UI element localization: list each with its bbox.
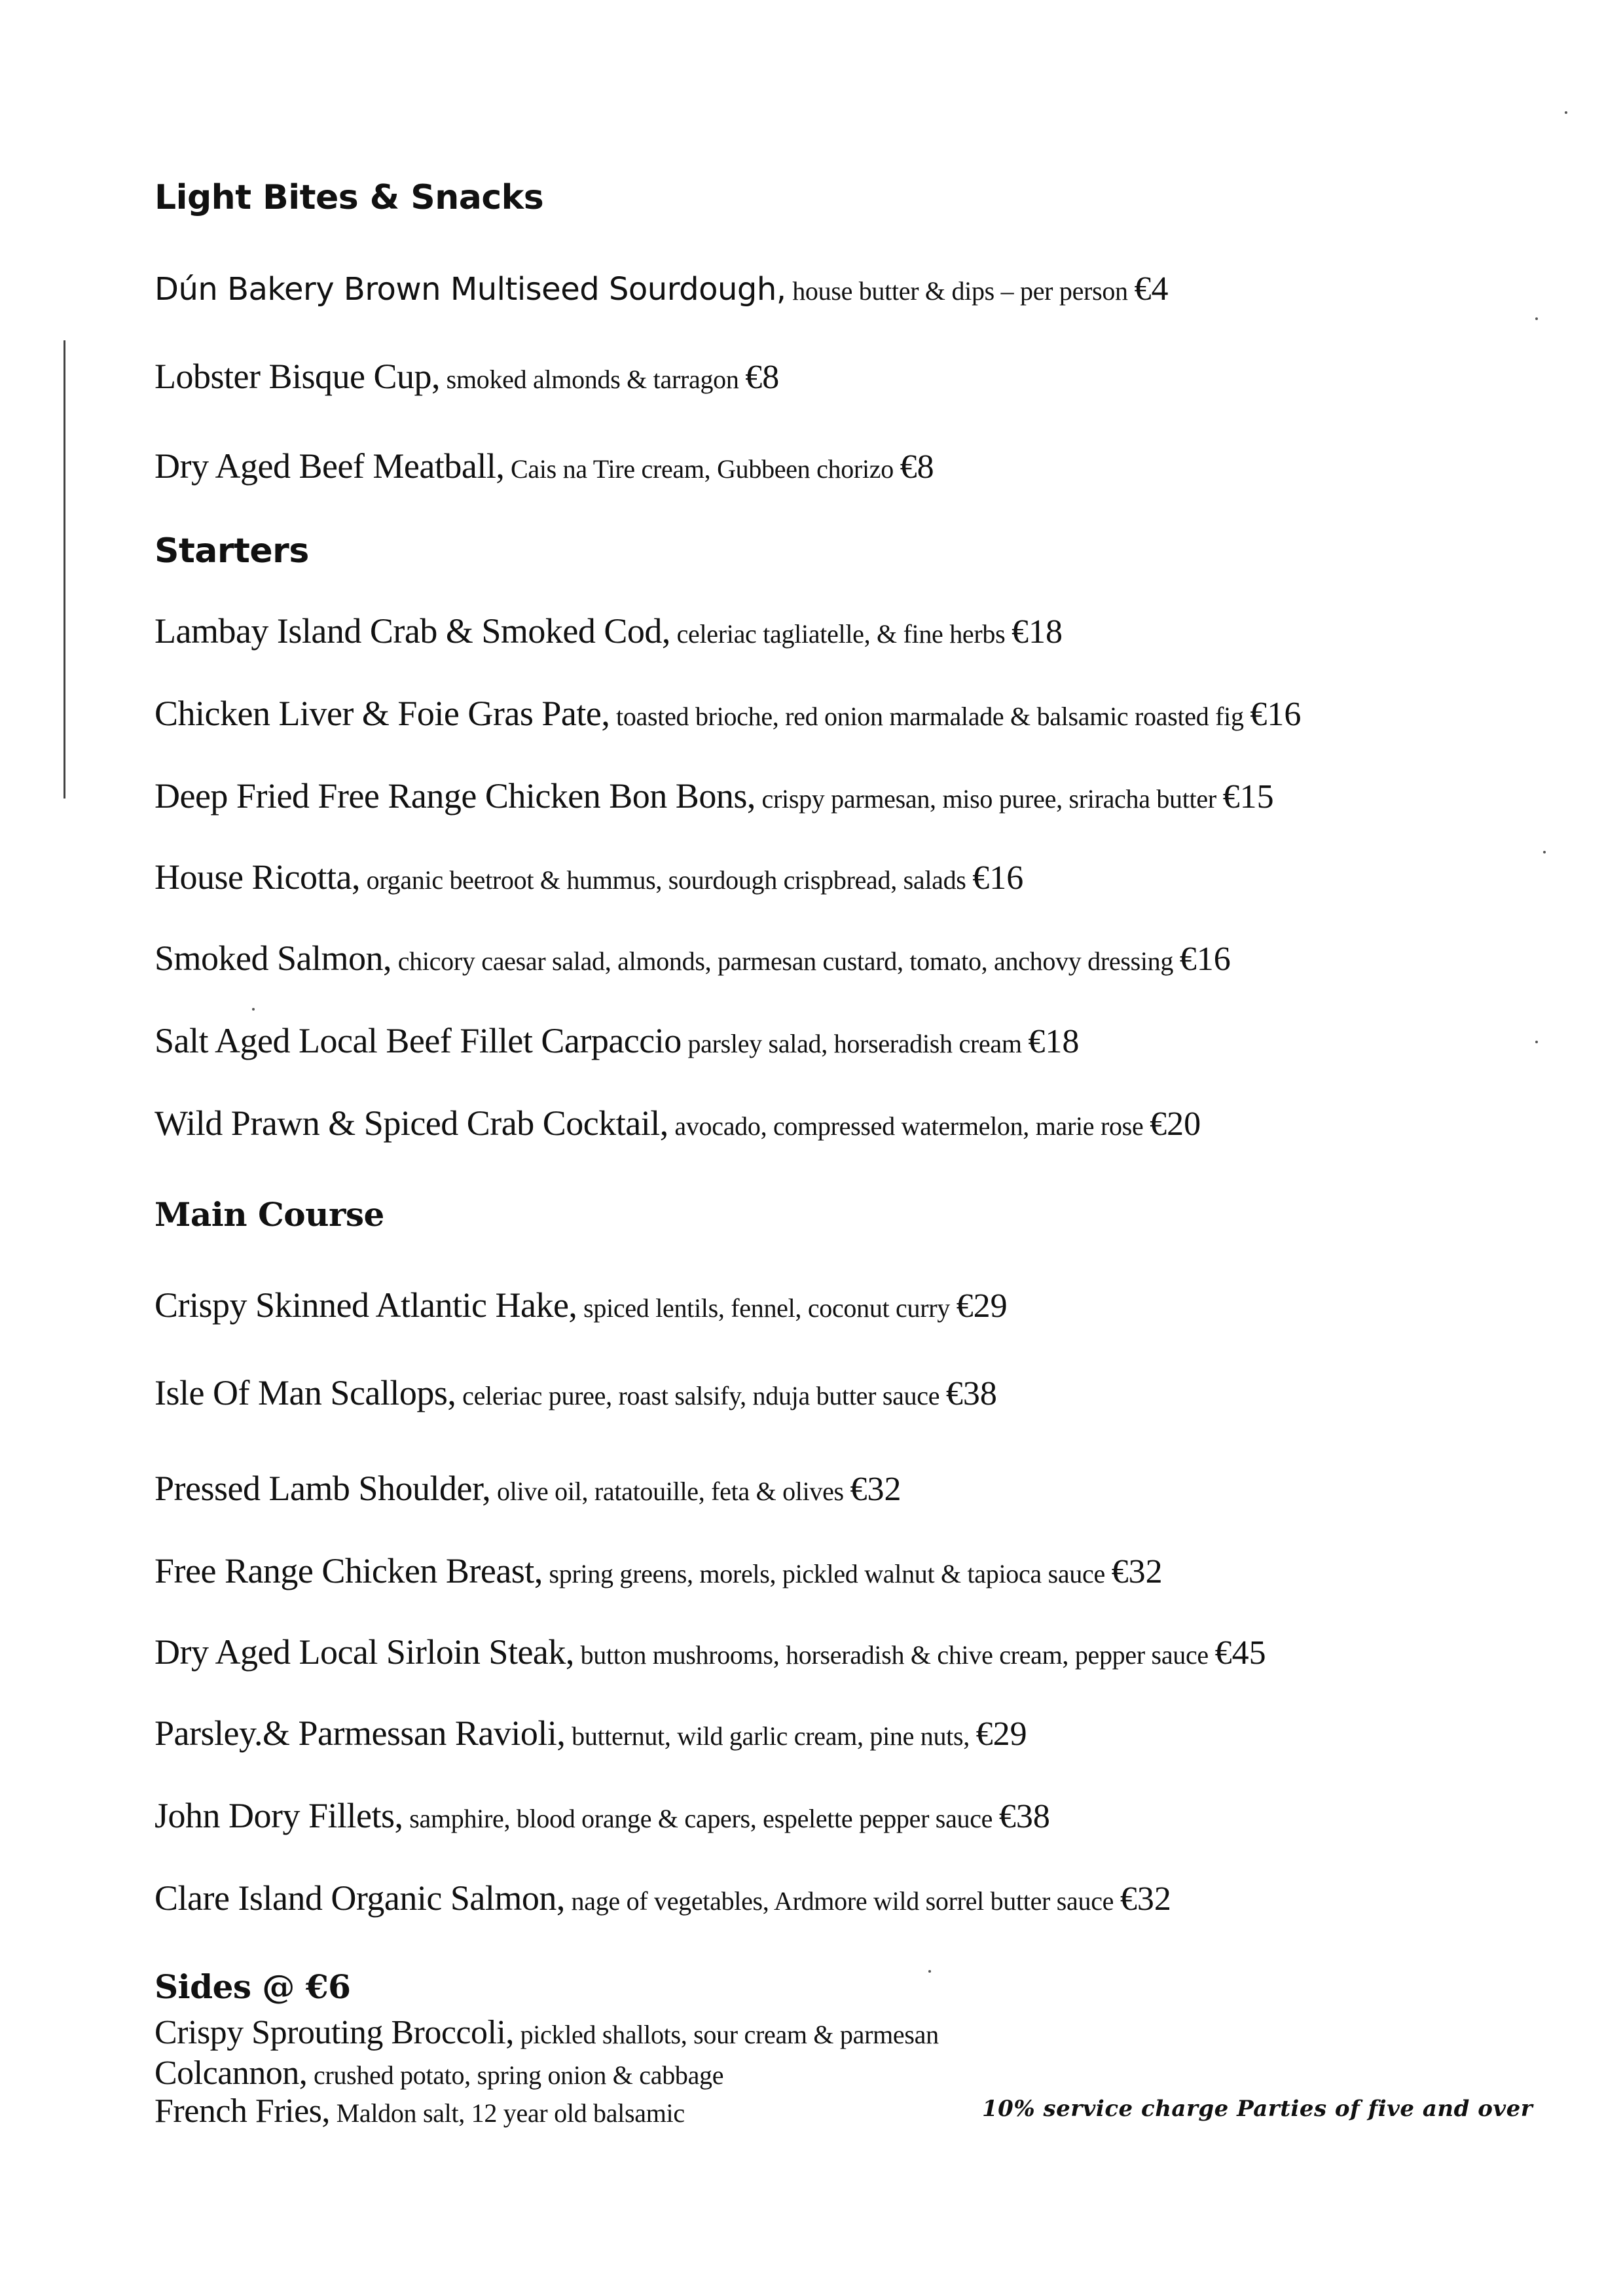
menu-item-price: €8 <box>745 359 780 396</box>
menu-item <box>155 778 1274 814</box>
menu-item <box>155 1553 1163 1589</box>
menu-item-name: Free Range Chicken Breast, <box>155 1551 543 1590</box>
menu-item-desc: celeriac puree, roast salsify, nduja butter sauce <box>456 1381 946 1410</box>
menu-item-desc: butternut, wild garlic cream, pine nuts, <box>565 1721 976 1751</box>
menu-item-desc: spring greens, morels, pickled walnut & tapioca sauce <box>542 1559 1112 1588</box>
scan-speck <box>1565 111 1567 114</box>
menu-item-name: Lambay Island Crab & Smoked Cod, <box>155 611 670 651</box>
menu-item <box>155 613 1063 649</box>
menu-item-name: Wild Prawn & Spiced Crab Cocktail, <box>155 1103 668 1143</box>
menu-item <box>155 359 779 395</box>
menu-item-price: €29 <box>976 1715 1027 1753</box>
menu-item-price: €18 <box>1028 1023 1080 1060</box>
menu-item <box>155 941 1231 977</box>
side-item-desc: pickled shallots, sour cream & parmesan <box>513 2020 939 2049</box>
scan-speck <box>1543 851 1546 853</box>
menu-item-price: €16 <box>972 859 1024 897</box>
side-item <box>155 2016 939 2050</box>
menu-item-name: Isle Of Man Scallops, <box>155 1373 456 1412</box>
menu-item-price: €29 <box>956 1287 1008 1325</box>
menu-item-name: Dry Aged Beef Meatball, <box>155 446 505 486</box>
scan-speck <box>1535 317 1538 320</box>
menu-item-price: €32 <box>1111 1553 1163 1590</box>
scan-speck <box>252 1008 255 1011</box>
menu-item-name: Lobster Bisque Cup, <box>155 357 440 396</box>
side-item-name: French Fries, <box>155 2092 330 2130</box>
menu-item-name: Chicken Liver & Foie Gras Pate, <box>155 694 610 733</box>
menu-item <box>155 1375 997 1411</box>
menu-item-desc: nage of vegetables, Ardmore wild sorrel butter sauce <box>564 1886 1120 1916</box>
menu-item-name: Smoked Salmon, <box>155 939 392 978</box>
section-title-main-course: Main Course <box>155 1195 384 1234</box>
menu-item-price: €32 <box>1120 1880 1171 1918</box>
menu-item-name: Pressed Lamb Shoulder, <box>155 1469 491 1508</box>
menu-item-price: €18 <box>1012 613 1063 651</box>
menu-item-desc: organic beetroot & hummus, sourdough crispbread, salads <box>359 865 973 895</box>
menu-item-price: €16 <box>1250 696 1302 733</box>
side-item <box>155 2094 685 2128</box>
menu-item-price: €20 <box>1150 1105 1201 1143</box>
menu-item-name: Dry Aged Local Sirloin Steak, <box>155 1632 574 1672</box>
menu-item <box>155 1471 902 1507</box>
menu-item <box>155 1023 1079 1059</box>
menu-item <box>155 448 934 484</box>
menu-item-desc: Cais na Tire cream, Gubbeen chorizo <box>504 454 900 484</box>
menu-item-price: €32 <box>850 1471 902 1508</box>
menu-item-desc: smoked almonds & tarragon <box>439 365 746 394</box>
menu-item-price: €8 <box>900 448 934 486</box>
menu-item-desc: crispy parmesan, miso puree, sriracha butter <box>755 784 1223 814</box>
menu-item-desc: avocado, compressed watermelon, marie rose <box>668 1111 1150 1141</box>
side-item-name: Crispy Sprouting Broccoli, <box>155 2014 514 2051</box>
menu-item <box>155 859 1023 895</box>
menu-item-desc: olive oil, ratatouille, feta & olives <box>490 1477 850 1506</box>
menu-item <box>155 1634 1266 1670</box>
scan-speck <box>1535 1041 1538 1043</box>
menu-item-name: Salt Aged Local Beef Fillet Carpaccio <box>155 1021 682 1060</box>
menu-item-price: €4 <box>1134 270 1169 308</box>
menu-item-desc: button mushrooms, horseradish & chive cream, pepper sauce <box>574 1640 1215 1670</box>
scan-speck <box>928 1970 931 1973</box>
side-item <box>155 2056 723 2090</box>
side-item-desc: crushed potato, spring onion & cabbage <box>307 2060 724 2090</box>
side-item-desc: Maldon salt, 12 year old balsamic <box>329 2098 685 2128</box>
service-charge-note: 10% service charge Parties of five and over <box>982 2096 1533 2122</box>
menu-item <box>155 1105 1201 1141</box>
menu-item-price: €16 <box>1179 941 1231 978</box>
menu-item <box>155 1715 1027 1751</box>
menu-item <box>155 1880 1171 1916</box>
menu-item <box>155 272 1168 306</box>
menu-item-desc: celeriac tagliatelle, & fine herbs <box>670 619 1012 649</box>
menu-item-desc: chicory caesar salad, almonds, parmesan custard, tomato, anchovy dressing <box>392 946 1180 976</box>
scan-edge-line <box>64 340 65 798</box>
menu-item <box>155 1798 1050 1834</box>
menu-item-price: €45 <box>1214 1634 1266 1672</box>
menu-item-desc: toasted brioche, red onion marmalade & balsamic roasted fig <box>610 702 1250 731</box>
menu-item-desc: house butter & dips – per person <box>786 276 1135 306</box>
menu-item-name: Dún Bakery Brown Multiseed Sourdough, <box>155 271 786 308</box>
menu-item-name: John Dory Fillets, <box>155 1796 403 1835</box>
side-item-name: Colcannon, <box>155 2054 308 2092</box>
menu-item-desc: samphire, blood orange & capers, espelette pepper sauce <box>403 1804 999 1833</box>
section-title-starters: Starters <box>155 531 309 571</box>
section-title-sides: Sides @ €6 <box>155 1967 351 2006</box>
menu-item-name: Clare Island Organic Salmon, <box>155 1878 565 1918</box>
menu-item-price: €15 <box>1222 778 1274 816</box>
menu-item-name: House Ricotta, <box>155 857 360 897</box>
menu-item-name: Crispy Skinned Atlantic Hake, <box>155 1285 577 1325</box>
menu-item <box>155 1287 1008 1323</box>
menu-item-name: Parsley.& Parmessan Ravioli, <box>155 1713 566 1753</box>
section-title-light-bites: Light Bites & Snacks <box>155 178 544 217</box>
menu-item-desc: parsley salad, horseradish cream <box>681 1029 1029 1058</box>
menu-item <box>155 696 1301 732</box>
menu-item-desc: spiced lentils, fennel, coconut curry <box>577 1293 957 1323</box>
menu-item-price: €38 <box>998 1798 1050 1835</box>
menu-item-price: €38 <box>945 1375 997 1412</box>
menu-item-name: Deep Fried Free Range Chicken Bon Bons, <box>155 776 756 816</box>
